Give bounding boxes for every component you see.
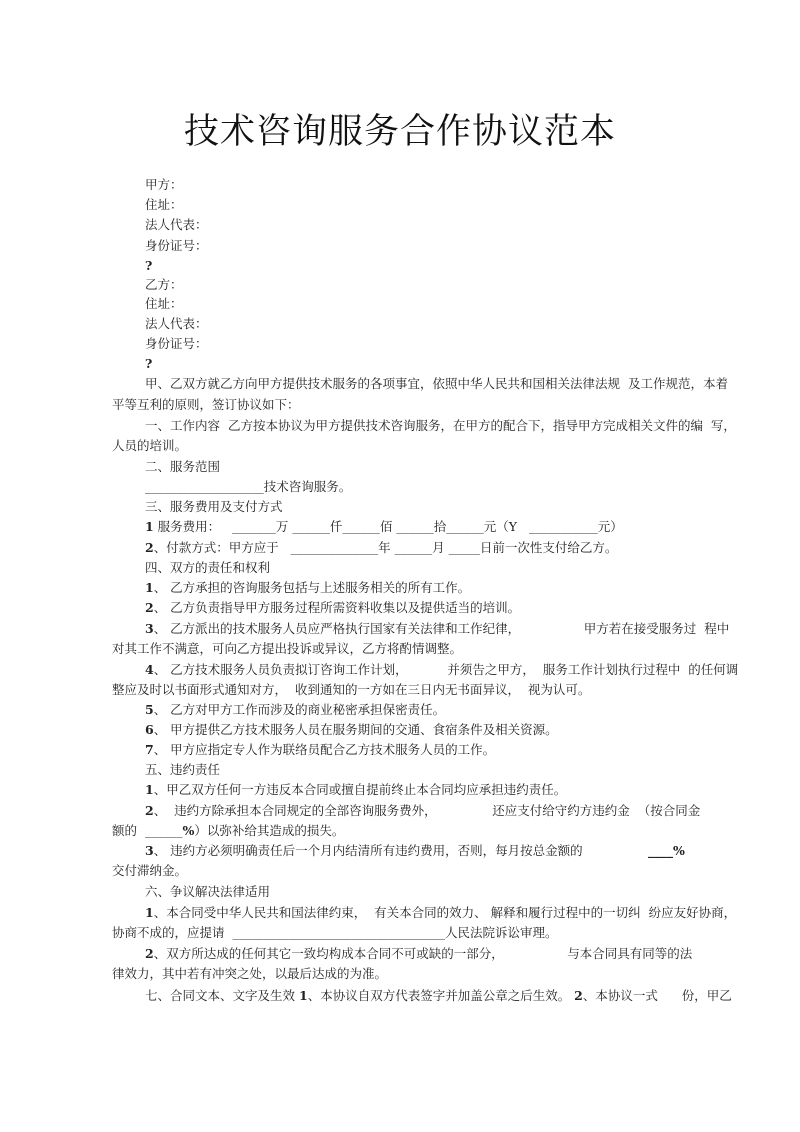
clause-number: 3 (145, 621, 154, 636)
clause-number: 2 (574, 988, 583, 1003)
clause-number: 2 (145, 600, 154, 615)
clause-number: 1 (145, 905, 154, 920)
article-5-clause-2 (145, 803, 700, 819)
article-4-clause-5 (145, 702, 445, 718)
article-4-clause-1 (145, 580, 470, 596)
clause-number: 2 (145, 540, 154, 555)
article-3-fee (145, 519, 623, 535)
clause-number: 2 (145, 946, 154, 961)
clause-number: 1 (145, 519, 154, 534)
clause-text: 、本合同受中华人民共和国法律约束， 有关本合同的效力、 解释和履行过程中的一切纠 纷应友好协商， (153, 905, 737, 920)
clause-text: 七、合同文本、文字及生效 (145, 988, 299, 1003)
article-5-clause-3-cont: 交付滞纳金。 (112, 863, 188, 878)
late-fee-blank: ____% (648, 843, 685, 858)
article-4-clause-6 (145, 722, 558, 738)
article-3-title: 三、服务费用及支付方式 (145, 499, 283, 514)
article-7-line (145, 988, 732, 1004)
clause-number: 1 (298, 988, 308, 1003)
article-1-line-2: 人员的培训。 (112, 438, 188, 453)
clause-text: 、 违约方必须明确责任后一个月内结清所有违约费用，否则，每月按总金额的 (153, 843, 583, 858)
article-1-line-1: 一、工作内容 乙方按本协议为甲方提供技术咨询服务，在甲方的配合下，指导甲方完成相关文件的编 写， (145, 418, 736, 433)
party-b-id-label: 身份证号： (145, 336, 208, 351)
clause-text: 服务费用： _______万 ______仟______佰 ______拾______元（Y ___________元） (153, 519, 623, 534)
article-4-clause-3-cont: 对其工作不满意，可向乙方提出投诉或异议，乙方将酌情调整。 (112, 641, 463, 656)
clause-number: 2 (145, 803, 154, 818)
clause-number: 5 (145, 702, 154, 717)
clause-number: 1 (145, 782, 154, 797)
party-a-address-label: 住址： (145, 197, 183, 212)
article-4-clause-7 (145, 742, 495, 758)
article-5-title: 五、违约责任 (145, 762, 221, 777)
clause-number: 4 (145, 662, 154, 677)
article-3-payment (145, 540, 617, 556)
article-4-clause-4 (145, 662, 738, 678)
clause-text: 、付款方式：甲方应于 ______________年 ______月 _____日前一次性支付给乙方。 (153, 540, 618, 555)
article-6-clause-1 (145, 905, 736, 921)
article-5-clause-1 (145, 782, 566, 798)
article-6-title: 六、争议解决法律适用 (145, 884, 271, 899)
article-2-body: ___________________技术咨询服务。 (145, 479, 352, 494)
clause-text: 、 乙方派出的技术服务人员应严格执行国家有关法律和工作纪律， 甲方若在接受服务过 程中 (153, 621, 730, 636)
clause-text: 、 违约方除承担本合同规定的全部咨询服务费外， 还应支付给守约方违约金 （按合同金 (153, 803, 701, 818)
question-mark-2: ? (145, 356, 153, 371)
intro-line-2: 平等互利的原则，签订协议如下： (112, 397, 300, 412)
clause-text: 、 乙方对甲方工作而涉及的商业秘密承担保密责任。 (153, 702, 446, 717)
clause-text: 、 乙方技术服务人员负责拟订咨询工作计划， 并须告之甲方， 服务工作计划执行过程中 的任何调 (153, 662, 739, 677)
clause-number: 3 (145, 843, 154, 858)
clause-number: 1 (145, 580, 154, 595)
article-5-clause-3 (145, 843, 583, 859)
document-title: 技术咨询服务合作协议范本 (183, 112, 616, 152)
article-4-clause-3 (145, 621, 729, 637)
clause-text: 、 甲方应指定专人作为联络员配合乙方技术服务人员的工作。 (153, 742, 496, 757)
article-4-title: 四、双方的责任和权利 (145, 560, 271, 575)
article-6-clause-1-cont: 协商不成的，应提请 __________________________________人民法院诉讼审理。 (112, 925, 558, 940)
clause-text: ）以弥补给其造成的损失。 (194, 823, 345, 838)
party-b-address-label: 住址： (145, 296, 183, 311)
clause-text: 、 乙方承担的咨询服务包括与上述服务相关的所有工作。 (153, 580, 471, 595)
clause-text: 、 乙方负责指导甲方服务过程所需资料收集以及提供适当的培训。 (153, 600, 521, 615)
article-5-clause-2-cont (112, 823, 344, 839)
clause-text: 、甲乙双方任何一方违反本合同或擅自提前终止本合同均应承担违约责任。 (153, 782, 567, 797)
article-6-clause-2 (145, 946, 692, 962)
clause-text: 、 甲方提供乙方技术服务人员在服务期间的交通、食宿条件及相关资源。 (153, 722, 558, 737)
question-mark-1: ? (145, 258, 153, 273)
party-b-label: 乙方： (145, 277, 183, 292)
clause-text: 额的 ______ (112, 823, 183, 838)
intro-line-1: 甲、乙双方就乙方向甲方提供技术服务的各项事宜，依照中华人民共和国相关法律法规 及工作规范，本着 (145, 376, 728, 391)
article-4-clause-4-cont: 整应及时以书面形式通知对方， 收到通知的一方如在三日内无书面异议， 视为认可。 (112, 682, 591, 697)
article-6-clause-2-cont: 律效力，其中若有冲突之处，以最后达成的为准。 (112, 966, 388, 981)
clause-number: 6 (145, 722, 154, 737)
party-a-label: 甲方： (145, 177, 183, 192)
article-2-title: 二、服务范围 (145, 459, 221, 474)
percent-sign: % (182, 823, 195, 838)
clause-text: 、双方所达成的任何其它一致均构成本合同不可或缺的一部分， 与本合同具有同等的法 (153, 946, 693, 961)
party-a-legal-rep-label: 法人代表： (145, 217, 208, 232)
clause-text: 、本协议一式 份，甲乙 (582, 988, 732, 1003)
party-b-legal-rep-label: 法人代表： (145, 316, 208, 331)
article-4-clause-2 (145, 600, 520, 616)
party-a-id-label: 身份证号： (145, 238, 208, 253)
clause-number: 7 (145, 742, 154, 757)
clause-text: 、本协议自双方代表签字并加盖公章之后生效。 (307, 988, 575, 1003)
